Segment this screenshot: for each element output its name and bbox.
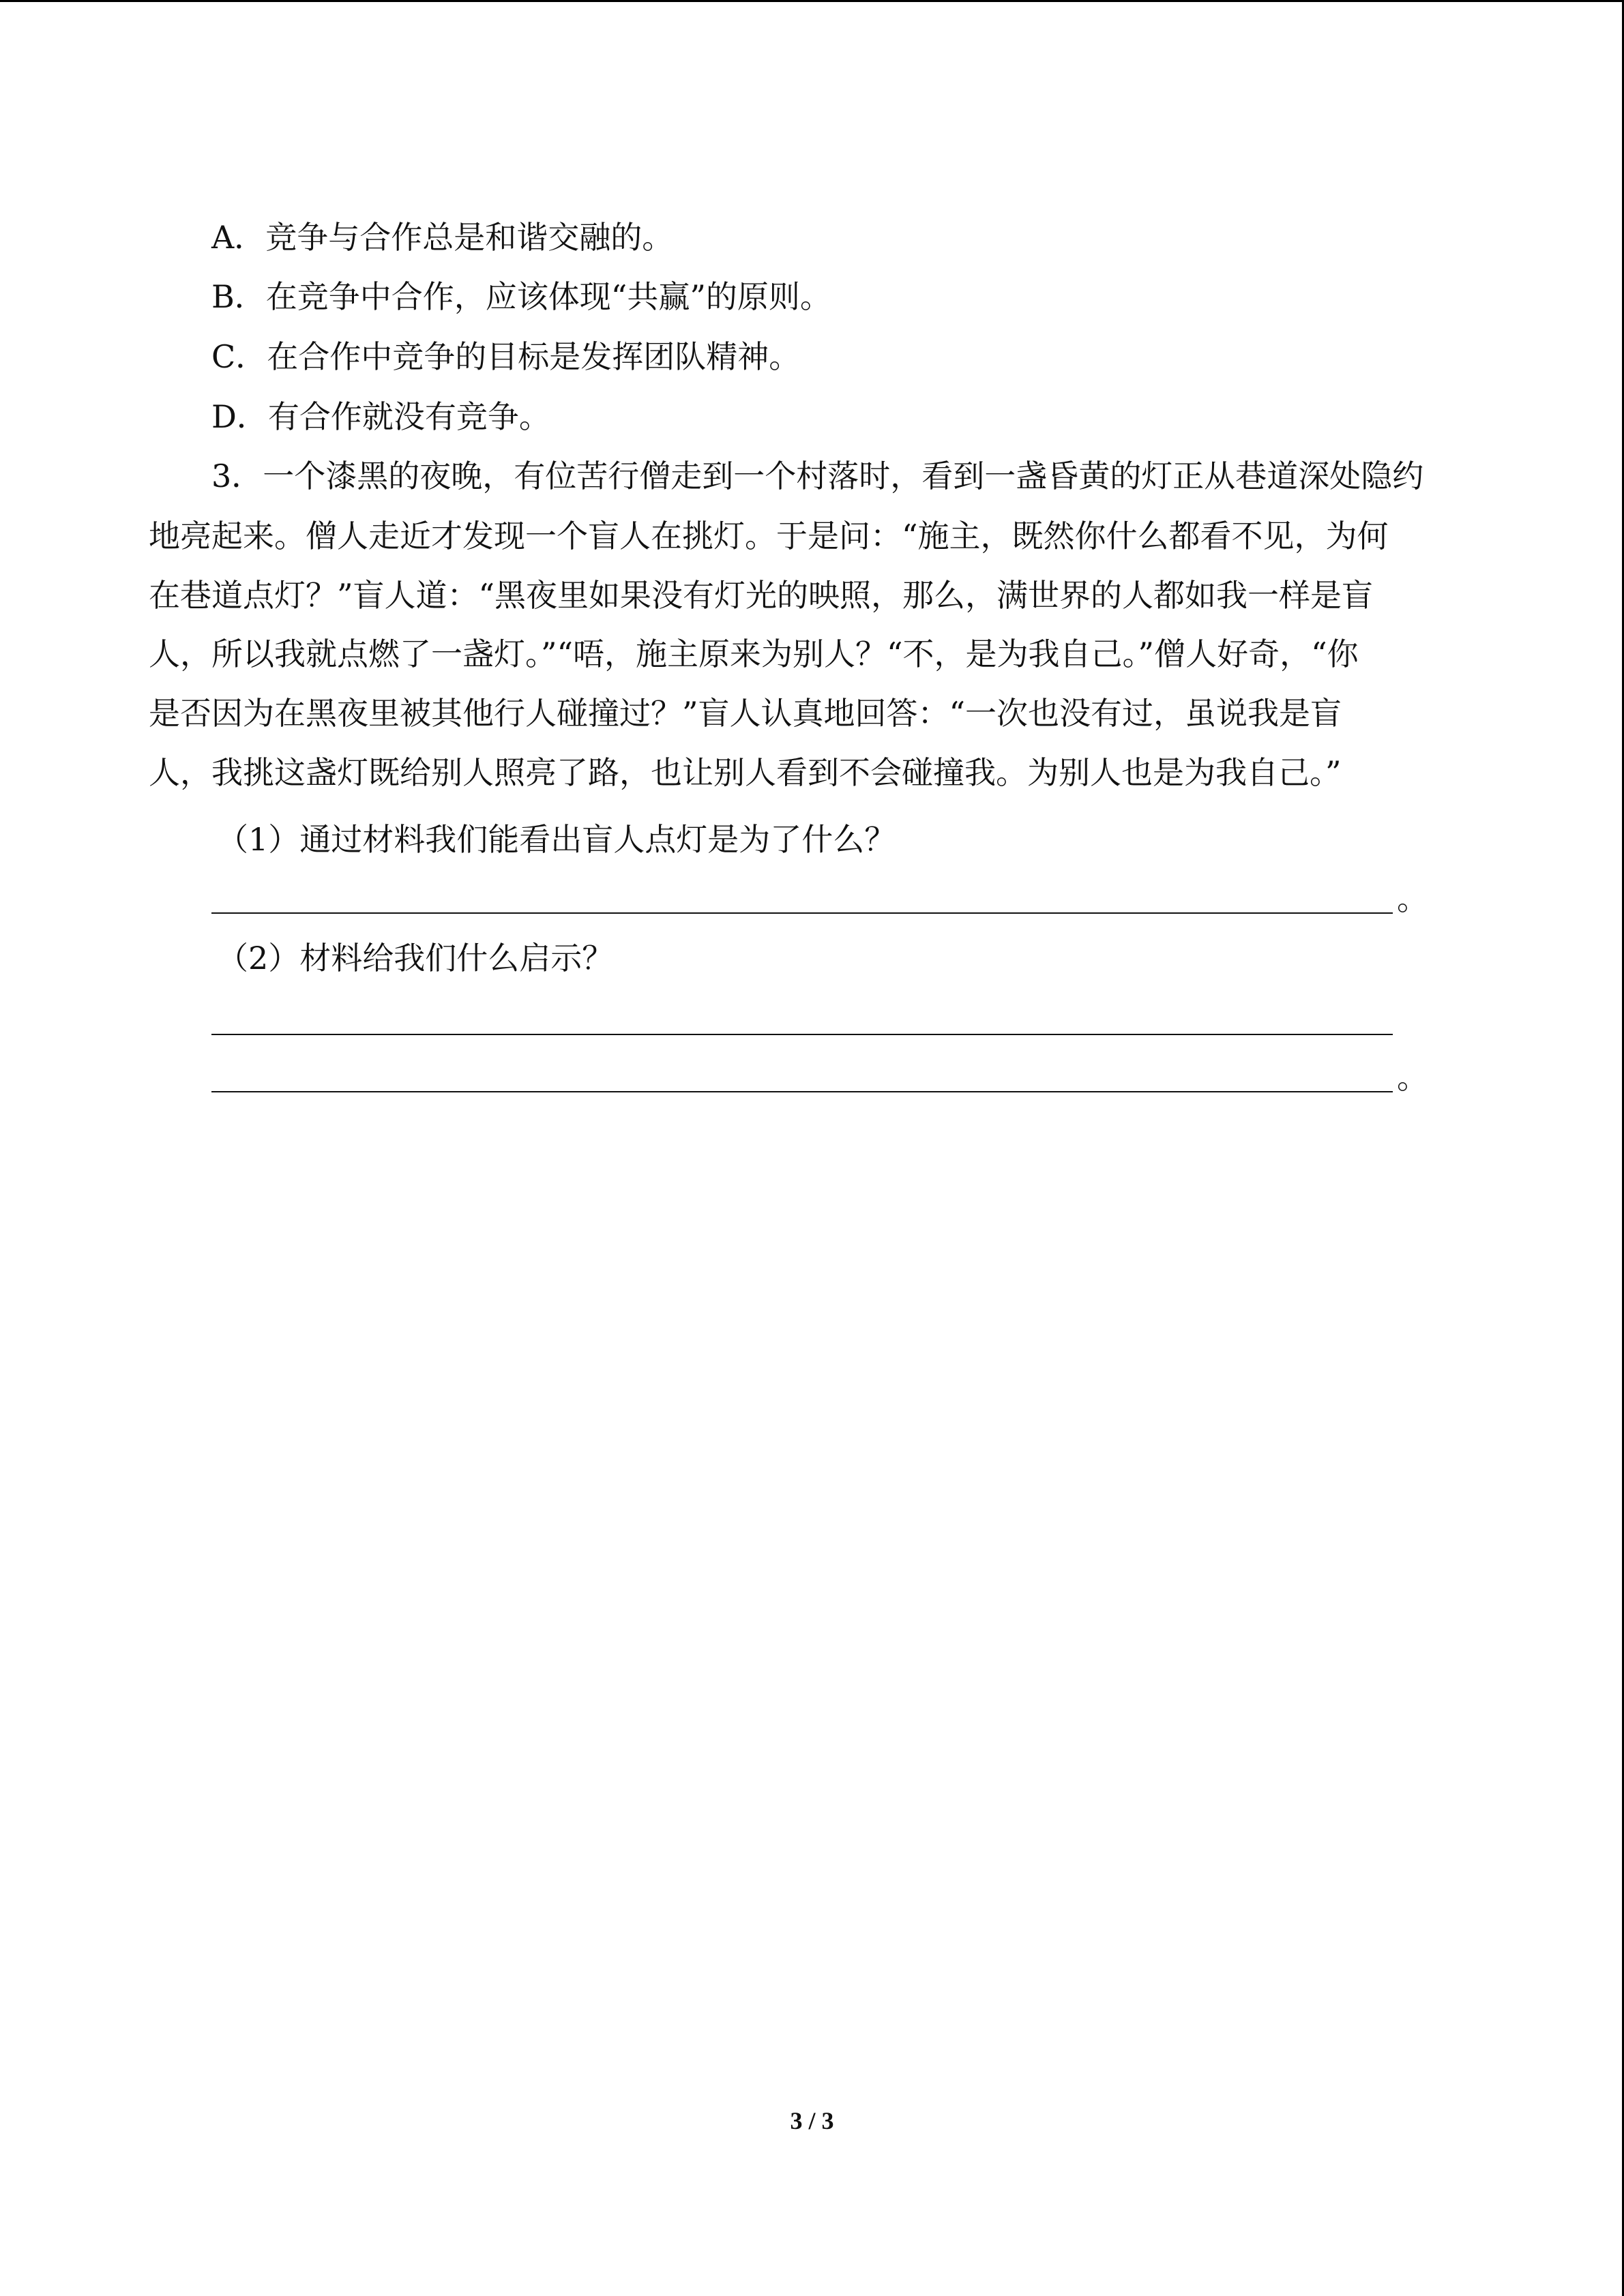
option-c: C．在合作中竞争的目标是发挥团队精神。 [211,338,801,375]
answer-underline [211,1034,1393,1035]
option-b: B．在竞争中合作，应该体现“共赢”的原则。 [211,278,831,315]
question3-line-6: 人，我挑这盏灯既给别人照亮了路，也让别人看到不会碰撞我。为别人也是为我自己。” [149,754,1342,791]
question3-line-1: 3．一个漆黑的夜晚，有位苦行僧走到一个村落时，看到一盏昏黄的灯正从巷道深处隐约 [211,458,1424,494]
question3-line-3: 在巷道点灯？”盲人道：“黑夜里如果没有灯光的映照，那么，满世界的人都如我一样是盲 [149,577,1374,614]
question3-line-2: 地亮起来。僧人走近才发现一个盲人在挑灯。于是问：“施主，既然你什么都看不见，为何 [149,518,1389,554]
question3-line-5: 是否因为在黑夜里被其他行人碰撞过？”盲人认真地回答：“一次也没有过，虽说我是盲 [149,695,1342,732]
answer-underline [211,912,1393,914]
answer-blank-1[interactable] [211,878,1428,919]
page-number: 3 / 3 [790,2107,834,2134]
blank-end-mark: 。 [1397,1059,1428,1096]
answer-blank-2a[interactable] [211,1000,1412,1041]
option-d: D．有合作就没有竞争。 [211,398,550,435]
blank-end-mark: 。 [1397,880,1428,917]
option-a: A．竞争与合作总是和谐交融的。 [211,219,674,256]
question3-line-4: 人，所以我就点燃了一盏灯。”“唔，施主原来为别人？“不，是为我自己。”僧人好奇，“你 [149,636,1359,672]
sub-question-2: （2）材料给我们什么启示？ [217,940,614,976]
answer-underline [211,1091,1393,1092]
answer-blank-2b[interactable] [211,1057,1428,1098]
sub-question-1: （1）通过材料我们能看出盲人点灯是为了什么？ [217,821,896,858]
